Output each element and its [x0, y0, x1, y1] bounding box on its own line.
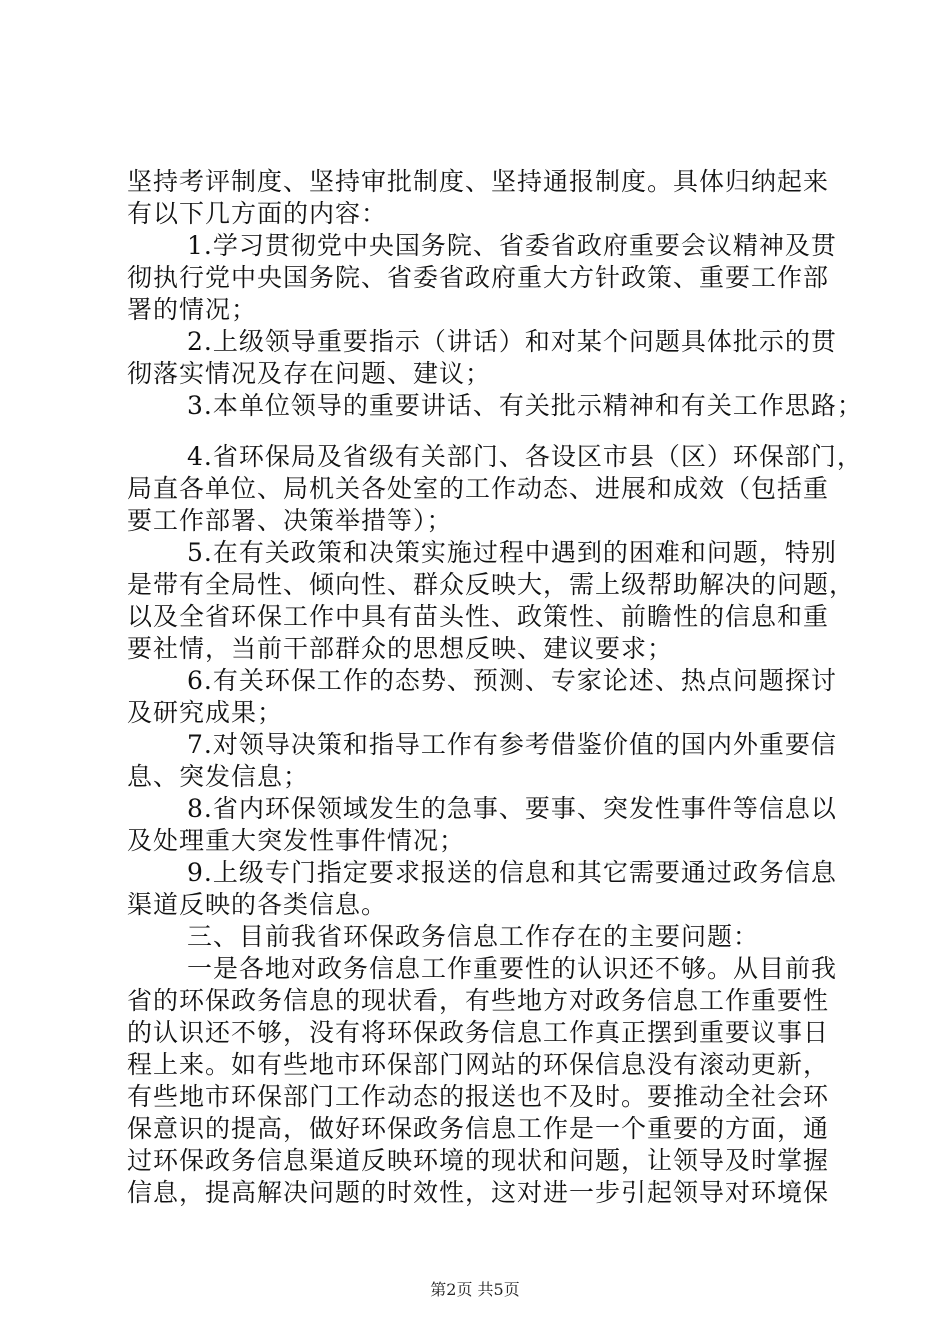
text-line: 以及全省环保工作中具有苗头性、政策性、前瞻性的信息和重: [127, 602, 830, 631]
list-item-4: 4.省环保局及省级有关部门、各设区市县（区）环保部门，: [187, 442, 863, 471]
text-line: 渠道反映的各类信息。: [127, 890, 388, 919]
text-line: 彻执行党中央国务院、省委省政府重大方针政策、重要工作部: [127, 263, 830, 292]
page-footer: 第2页 共5页: [430, 1280, 520, 1299]
text-line: 坚持考评制度、坚持审批制度、坚持通报制度。具体归纳起来: [127, 167, 830, 196]
text-line: 及处理重大突发性事件情况；: [127, 826, 466, 855]
list-item-2: 2.上级领导重要指示（讲话）和对某个问题具体批示的贯: [187, 327, 837, 356]
text-line: 的认识还不够，没有将环保政务信息工作真正摆到重要议事日: [127, 1018, 830, 1047]
text-line: 有些地市环保部门工作动态的报送也不及时。要推动全社会环: [127, 1082, 830, 1111]
paragraph-gap: [127, 422, 833, 441]
text-line: 要工作部署、决策举措等）；: [127, 506, 453, 535]
document-body: [127, 166, 863, 1209]
text-line: 过环保政务信息渠道反映环境的现状和问题，让领导及时掌握: [127, 1146, 830, 1175]
text-line: 息、突发信息；: [127, 762, 310, 791]
text-line: 有以下几方面的内容：: [127, 199, 388, 228]
list-item-7: 7.对领导决策和指导工作有参考借鉴价值的国内外重要信: [187, 730, 837, 759]
list-item-1: 1.学习贯彻党中央国务院、省委省政府重要会议精神及贯: [187, 231, 837, 260]
list-item-6: 6.有关环保工作的态势、预测、专家论述、热点问题探讨: [187, 666, 837, 695]
list-item-9: 9.上级专门指定要求报送的信息和其它需要通过政务信息: [187, 858, 837, 887]
section-heading: 三、目前我省环保政务信息工作存在的主要问题：: [187, 922, 760, 951]
paragraph-start: 一是各地对政务信息工作重要性的认识还不够。从目前我: [187, 954, 838, 983]
text-line: 彻落实情况及存在问题、建议；: [127, 359, 492, 388]
text-line: 局直各单位、局机关各处室的工作动态、进展和成效（包括重: [127, 474, 830, 503]
text-line: 保意识的提高，做好环保政务信息工作是一个重要的方面，通: [127, 1114, 830, 1143]
text-line: 程上来。如有些地市环保部门网站的环保信息没有滚动更新，: [127, 1050, 830, 1079]
list-item-5: 5.在有关政策和决策实施过程中遇到的困难和问题，特别: [187, 538, 837, 567]
text-line: 要社情，当前干部群众的思想反映、建议要求；: [127, 634, 674, 663]
list-item-3: 3.本单位领导的重要讲话、有关批示精神和有关工作思路；: [187, 391, 863, 420]
text-line: 信息，提高解决问题的时效性，这对进一步引起领导对环境保: [127, 1178, 830, 1207]
list-item-8: 8.省内环保领域发生的急事、要事、突发性事件等信息以: [187, 794, 837, 823]
text-line: 省的环保政务信息的现状看，有些地方对政务信息工作重要性: [127, 986, 830, 1015]
text-line: 署的情况；: [127, 295, 258, 324]
text-line: 及研究成果；: [127, 698, 284, 727]
text-line: 是带有全局性、倾向性、群众反映大，需上级帮助解决的问题，: [127, 570, 856, 599]
